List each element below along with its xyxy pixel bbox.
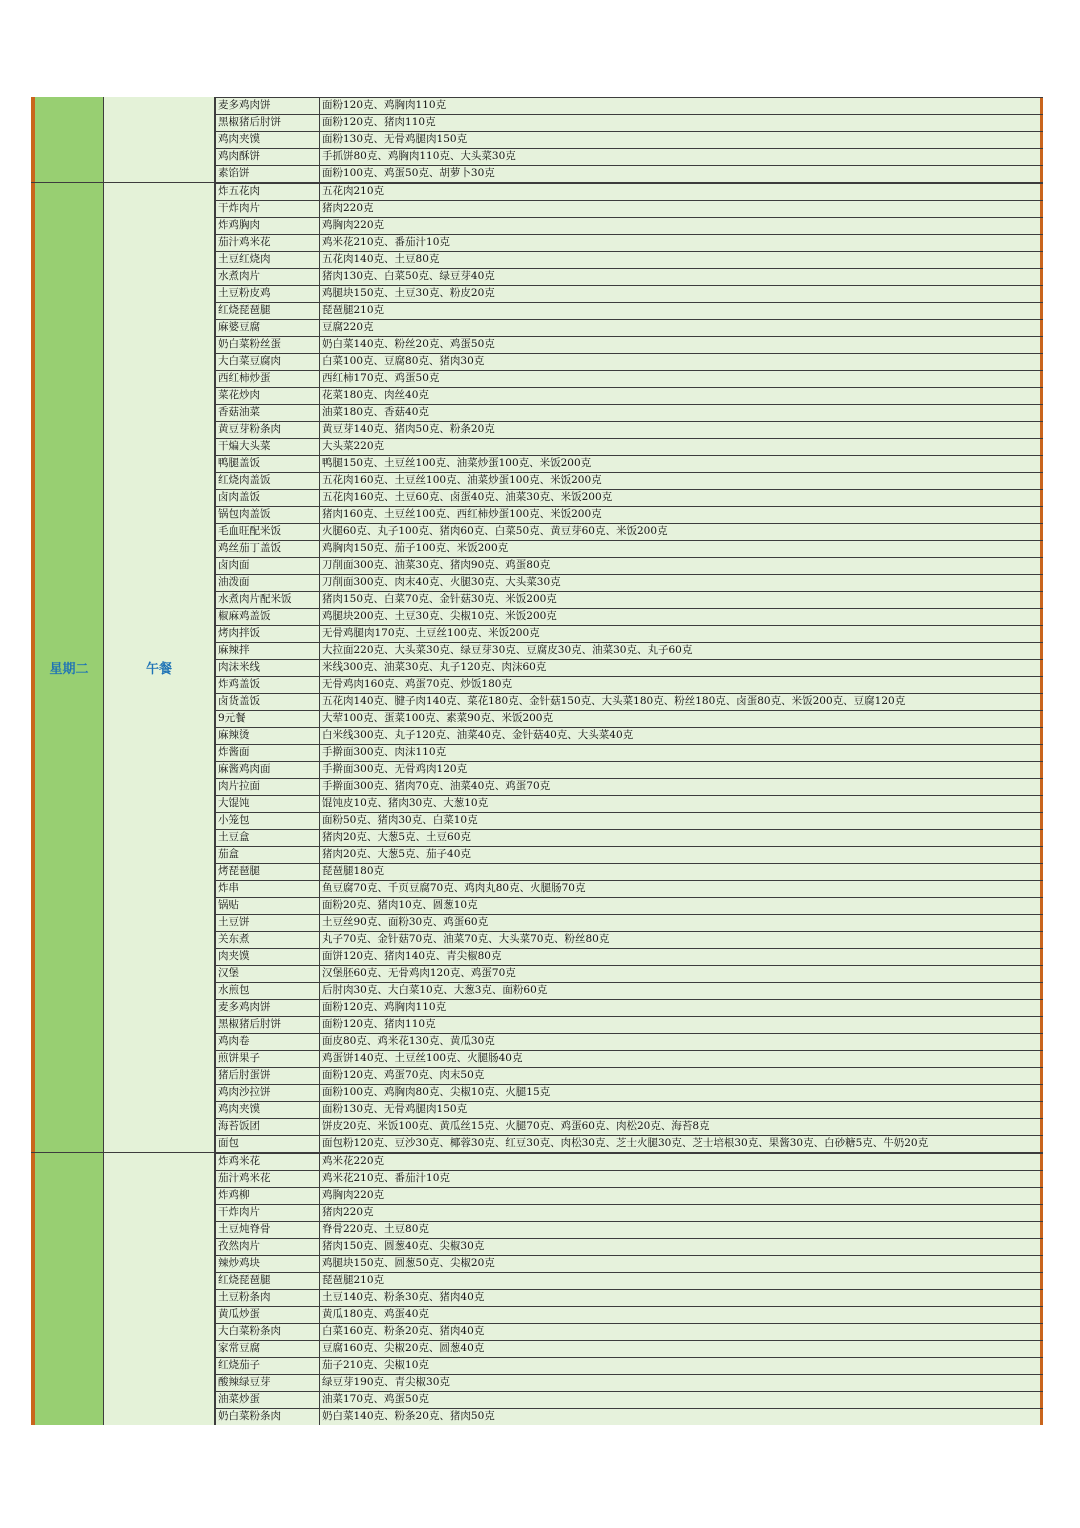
ingredients-cell: 面粉130克、无骨鸡腿肉150克 [320, 1102, 1043, 1118]
table-row [215, 523, 1043, 540]
table-row [215, 1323, 1043, 1340]
table-row [215, 1135, 1043, 1152]
ingredients-cell: 油菜170克、鸡蛋50克 [320, 1392, 1043, 1408]
ingredients-cell: 花菜180克、肉丝40克 [320, 388, 1043, 404]
ingredients-cell: 面皮80克、鸡米花130克、黄瓜30克 [320, 1034, 1043, 1050]
table-row [215, 472, 1043, 489]
table-row [215, 251, 1043, 268]
dish-name-cell: 麻辣拌 [215, 643, 320, 659]
table-row [215, 846, 1043, 863]
table-row [215, 336, 1043, 353]
dish-name-cell: 鸡丝茄丁盖饭 [215, 541, 320, 557]
table-row [215, 387, 1043, 404]
dish-name-cell: 肉片拉面 [215, 779, 320, 795]
table-row [215, 1084, 1043, 1101]
ingredients-cell: 脊骨220克、土豆80克 [320, 1222, 1043, 1238]
dish-name-cell: 炸鸡柳 [215, 1188, 320, 1204]
ingredients-cell: 五花肉140克、腱子肉140克、菜花180克、金针菇150克、大头菜180克、粉丝180克、卤蛋80克、米饭200克、豆腐120克 [320, 694, 1043, 710]
ingredients-cell: 猪肉150克、圆葱40克、尖椒30克 [320, 1239, 1043, 1255]
table-row [215, 1118, 1043, 1135]
ingredients-cell: 面粉100克、鸡胸肉80克、尖椒10克、火腿15克 [320, 1085, 1043, 1101]
table-row [215, 1204, 1043, 1221]
dish-name-cell: 土豆盒 [215, 830, 320, 846]
dish-name-cell: 9元餐 [215, 711, 320, 727]
table-row [215, 200, 1043, 217]
ingredients-cell: 西红柿170克、鸡蛋50克 [320, 371, 1043, 387]
dish-name-cell: 茄汁鸡米花 [215, 235, 320, 251]
dish-name-cell: 油泼面 [215, 575, 320, 591]
table-row [215, 114, 1043, 131]
table-row [215, 795, 1043, 812]
dish-name-cell: 黄豆芽粉条肉 [215, 422, 320, 438]
table-row [215, 914, 1043, 931]
dish-name-cell: 炸五花肉 [215, 184, 320, 200]
dish-name-cell: 炸鸡胸肉 [215, 218, 320, 234]
ingredients-cell: 刀削面300克、油菜30克、猪肉90克、鸡蛋80克 [320, 558, 1043, 574]
ingredients-cell: 鸡米花210克、番茄汁10克 [320, 235, 1043, 251]
table-row [215, 1067, 1043, 1084]
dish-name-cell: 鸡肉夹馍 [215, 1102, 320, 1118]
ingredients-cell: 丸子70克、金针菇70克、油菜70克、大头菜70克、粉丝80克 [320, 932, 1043, 948]
dish-name-cell: 鸭腿盖饭 [215, 456, 320, 472]
table-row [215, 676, 1043, 693]
dish-name-cell: 水煎包 [215, 983, 320, 999]
dish-name-cell: 红烧琵琶腿 [215, 303, 320, 319]
table-row [215, 982, 1043, 999]
dish-rows [215, 97, 1043, 182]
dish-name-cell: 麻辣烫 [215, 728, 320, 744]
ingredients-cell: 猪肉130克、白菜50克、绿豆芽40克 [320, 269, 1043, 285]
dish-name-cell: 红烧琵琶腿 [215, 1273, 320, 1289]
ingredients-cell: 琵琶腿210克 [320, 303, 1043, 319]
table-row [215, 897, 1043, 914]
ingredients-cell: 豆腐160克、尖椒20克、圆葱40克 [320, 1341, 1043, 1357]
day-cell [31, 1153, 104, 1425]
ingredients-cell: 猪肉220克 [320, 1205, 1043, 1221]
dish-name-cell: 鸡肉卷 [215, 1034, 320, 1050]
table-row [215, 744, 1043, 761]
table-row [215, 421, 1043, 438]
table-row [215, 1016, 1043, 1033]
ingredients-cell: 绿豆芽190克、青尖椒30克 [320, 1375, 1043, 1391]
dish-name-cell: 汉堡 [215, 966, 320, 982]
table-row [215, 1408, 1043, 1425]
ingredients-cell: 面粉120克、鸡蛋70克、肉末50克 [320, 1068, 1043, 1084]
dish-name-cell: 烤琵琶腿 [215, 864, 320, 880]
table-row [215, 183, 1043, 200]
dish-name-cell: 炸鸡米花 [215, 1154, 320, 1170]
table-row [215, 506, 1043, 523]
ingredients-cell: 手擀面300克、猪肉70克、油菜40克、鸡蛋70克 [320, 779, 1043, 795]
ingredients-cell: 五花肉140克、土豆80克 [320, 252, 1043, 268]
ingredients-cell: 手擀面300克、无骨鸡肉120克 [320, 762, 1043, 778]
dish-name-cell: 肉沫米线 [215, 660, 320, 676]
ingredients-cell: 面粉120克、鸡胸肉110克 [320, 1000, 1043, 1016]
dish-name-cell: 炸鸡盖饭 [215, 677, 320, 693]
dish-name-cell: 黑椒猪后肘饼 [215, 1017, 320, 1033]
dish-name-cell: 大馄饨 [215, 796, 320, 812]
day-cell: 星期二 [31, 183, 104, 1152]
dish-name-cell: 卤货盖饭 [215, 694, 320, 710]
meal-group [31, 1153, 1043, 1425]
table-row [215, 302, 1043, 319]
dish-name-cell: 卤肉面 [215, 558, 320, 574]
ingredients-cell: 猪肉20克、大葱5克、土豆60克 [320, 830, 1043, 846]
dish-name-cell: 煎饼果子 [215, 1051, 320, 1067]
ingredients-cell: 五花肉160克、土豆60克、卤蛋40克、油菜30克、米饭200克 [320, 490, 1043, 506]
ingredients-cell: 油菜180克、香菇40克 [320, 405, 1043, 421]
ingredients-cell: 鸡米花210克、番茄汁10克 [320, 1171, 1043, 1187]
dish-name-cell: 鸡肉沙拉饼 [215, 1085, 320, 1101]
table-row [215, 455, 1043, 472]
table-row [215, 574, 1043, 591]
dish-name-cell: 土豆红烧肉 [215, 252, 320, 268]
dish-name-cell: 黄瓜炒蛋 [215, 1307, 320, 1323]
ingredients-cell: 鸡胸肉150克、茄子100克、米饭200克 [320, 541, 1043, 557]
ingredients-cell: 鸡腿块200克、土豆30克、尖椒10克、米饭200克 [320, 609, 1043, 625]
ingredients-cell: 土豆丝90克、面粉30克、鸡蛋60克 [320, 915, 1043, 931]
dish-name-cell: 黑椒猪后肘饼 [215, 115, 320, 131]
table-row [215, 1050, 1043, 1067]
ingredients-cell: 琵琶腿210克 [320, 1273, 1043, 1289]
table-row [215, 727, 1043, 744]
table-row [215, 404, 1043, 421]
dish-name-cell: 麻酱鸡肉面 [215, 762, 320, 778]
table-row [215, 1374, 1043, 1391]
ingredients-cell: 面粉120克、猪肉110克 [320, 1017, 1043, 1033]
ingredients-cell: 面粉100克、鸡蛋50克、胡萝卜30克 [320, 166, 1043, 182]
ingredients-cell: 鸡米花220克 [320, 1154, 1043, 1170]
table-row [215, 234, 1043, 251]
table-row [215, 948, 1043, 965]
dish-name-cell: 香菇油菜 [215, 405, 320, 421]
meal-cell [104, 1153, 215, 1425]
ingredients-cell: 面粉120克、猪肉110克 [320, 115, 1043, 131]
dish-name-cell: 奶白菜粉条肉 [215, 1409, 320, 1425]
table-row [215, 1238, 1043, 1255]
table-row [215, 97, 1043, 114]
table-row [215, 778, 1043, 795]
table-row [215, 1153, 1043, 1170]
dish-name-cell: 锅包肉盖饭 [215, 507, 320, 523]
ingredients-cell: 大荤100克、蛋菜100克、素菜90克、米饭200克 [320, 711, 1043, 727]
dish-name-cell: 水煮肉片配米饭 [215, 592, 320, 608]
ingredients-cell: 汉堡胚60克、无骨鸡肉120克、鸡蛋70克 [320, 966, 1043, 982]
table-row [215, 1357, 1043, 1374]
table-row [215, 438, 1043, 455]
meal-group [31, 97, 1043, 183]
dish-name-cell: 西红柿炒蛋 [215, 371, 320, 387]
dish-name-cell: 炸串 [215, 881, 320, 897]
table-row [215, 931, 1043, 948]
table-row [215, 710, 1043, 727]
table-row [215, 285, 1043, 302]
table-row [215, 319, 1043, 336]
dish-name-cell: 猪后肘蛋饼 [215, 1068, 320, 1084]
ingredients-cell: 鸡胸肉220克 [320, 1188, 1043, 1204]
ingredients-cell: 面粉130克、无骨鸡腿肉150克 [320, 132, 1043, 148]
ingredients-cell: 白菜160克、粉条20克、猪肉40克 [320, 1324, 1043, 1340]
table-row [215, 1340, 1043, 1357]
ingredients-cell: 无骨鸡肉160克、鸡蛋70克、炒饭180克 [320, 677, 1043, 693]
ingredients-cell: 大拉面220克、大头菜30克、绿豆芽30克、豆腐皮30克、油菜30克、丸子60克 [320, 643, 1043, 659]
ingredients-cell: 黄豆芽140克、猪肉50克、粉条20克 [320, 422, 1043, 438]
dish-name-cell: 干炸肉片 [215, 1205, 320, 1221]
ingredients-cell: 五花肉210克 [320, 184, 1043, 200]
dish-name-cell: 土豆饼 [215, 915, 320, 931]
dish-name-cell: 土豆粉皮鸡 [215, 286, 320, 302]
ingredients-cell: 米线300克、油菜30克、丸子120克、肉沫60克 [320, 660, 1043, 676]
ingredients-cell: 手抓饼80克、鸡胸肉110克、大头菜30克 [320, 149, 1043, 165]
ingredients-cell: 刀削面300克、肉末40克、火腿30克、大头菜30克 [320, 575, 1043, 591]
table-row [215, 148, 1043, 165]
dish-name-cell: 干煸大头菜 [215, 439, 320, 455]
table-row [215, 370, 1043, 387]
menu-table [31, 97, 1043, 1425]
meal-cell [104, 97, 215, 182]
table-row [215, 557, 1043, 574]
table-row [215, 693, 1043, 710]
table-row [215, 1170, 1043, 1187]
dish-name-cell: 油菜炒蛋 [215, 1392, 320, 1408]
dish-name-cell: 土豆炖脊骨 [215, 1222, 320, 1238]
ingredients-cell: 白菜100克、豆腐80克、猪肉30克 [320, 354, 1043, 370]
table-row [215, 863, 1043, 880]
ingredients-cell: 茄子210克、尖椒10克 [320, 1358, 1043, 1374]
table-row [215, 489, 1043, 506]
dish-name-cell: 素馅饼 [215, 166, 320, 182]
dish-name-cell: 肉夹馍 [215, 949, 320, 965]
ingredients-cell: 奶白菜140克、粉条20克、猪肉50克 [320, 1409, 1043, 1425]
dish-name-cell: 茄汁鸡米花 [215, 1171, 320, 1187]
dish-name-cell: 菜花炒肉 [215, 388, 320, 404]
dish-name-cell: 椒麻鸡盖饭 [215, 609, 320, 625]
dish-name-cell: 奶白菜粉丝蛋 [215, 337, 320, 353]
ingredients-cell: 无骨鸡腿肉170克、土豆丝100克、米饭200克 [320, 626, 1043, 642]
table-row [215, 1391, 1043, 1408]
ingredients-cell: 面粉50克、猪肉30克、白菜10克 [320, 813, 1043, 829]
dish-name-cell: 酸辣绿豆芽 [215, 1375, 320, 1391]
dish-name-cell: 麻婆豆腐 [215, 320, 320, 336]
dish-name-cell: 鸡肉酥饼 [215, 149, 320, 165]
table-row [215, 659, 1043, 676]
table-row [215, 1101, 1043, 1118]
dish-name-cell: 面包 [215, 1136, 320, 1152]
dish-name-cell: 毛血旺配米饭 [215, 524, 320, 540]
ingredients-cell: 鸭腿150克、土豆丝100克、油菜炒蛋100克、米饭200克 [320, 456, 1043, 472]
ingredients-cell: 大头菜220克 [320, 439, 1043, 455]
ingredients-cell: 猪肉160克、土豆丝100克、西红柿炒蛋100克、米饭200克 [320, 507, 1043, 523]
ingredients-cell: 猪肉220克 [320, 201, 1043, 217]
ingredients-cell: 土豆140克、粉条30克、猪肉40克 [320, 1290, 1043, 1306]
ingredients-cell: 鱼豆腐70克、千页豆腐70克、鸡肉丸80克、火腿肠70克 [320, 881, 1043, 897]
dish-name-cell: 海苔饭团 [215, 1119, 320, 1135]
table-row [215, 812, 1043, 829]
ingredients-cell: 豆腐220克 [320, 320, 1043, 336]
dish-name-cell: 锅贴 [215, 898, 320, 914]
table-row [215, 217, 1043, 234]
table-row [215, 131, 1043, 148]
dish-name-cell: 红烧肉盖饭 [215, 473, 320, 489]
dish-name-cell: 小笼包 [215, 813, 320, 829]
dish-name-cell: 大白菜粉条肉 [215, 1324, 320, 1340]
table-row [215, 268, 1043, 285]
ingredients-cell: 猪肉150克、白菜70克、金针菇30克、米饭200克 [320, 592, 1043, 608]
ingredients-cell: 面粉20克、猪肉10克、圆葱10克 [320, 898, 1043, 914]
dish-name-cell: 鸡肉夹馍 [215, 132, 320, 148]
dish-name-cell: 茄盒 [215, 847, 320, 863]
ingredients-cell: 五花肉160克、土豆丝100克、油菜炒蛋100克、米饭200克 [320, 473, 1043, 489]
ingredients-cell: 奶白菜140克、粉丝20克、鸡蛋50克 [320, 337, 1043, 353]
dish-name-cell: 麦多鸡肉饼 [215, 1000, 320, 1016]
table-row [215, 591, 1043, 608]
dish-name-cell: 关东煮 [215, 932, 320, 948]
ingredients-cell: 面包粉120克、豆沙30克、椰蓉30克、红豆30克、肉松30克、芝士火腿30克、芝士培根30克、果酱30克、白砂糖5克、牛奶20克 [320, 1136, 1043, 1152]
table-row [215, 1187, 1043, 1204]
ingredients-cell: 鸡胸肉220克 [320, 218, 1043, 234]
dish-rows [215, 183, 1043, 1152]
table-row [215, 353, 1043, 370]
ingredients-cell: 面粉120克、鸡胸肉110克 [320, 98, 1043, 114]
table-row [215, 965, 1043, 982]
dish-name-cell: 水煮肉片 [215, 269, 320, 285]
table-row [215, 761, 1043, 778]
dish-name-cell: 炸酱面 [215, 745, 320, 761]
dish-name-cell: 卤肉盖饭 [215, 490, 320, 506]
dish-name-cell: 辣炒鸡块 [215, 1256, 320, 1272]
dish-name-cell: 土豆粉条肉 [215, 1290, 320, 1306]
ingredients-cell: 后肘肉30克、大白菜10克、大葱3克、面粉60克 [320, 983, 1043, 999]
table-row [215, 540, 1043, 557]
table-row [215, 999, 1043, 1016]
ingredients-cell: 手擀面300克、肉沫110克 [320, 745, 1043, 761]
table-row [215, 829, 1043, 846]
ingredients-cell: 琵琶腿180克 [320, 864, 1043, 880]
table-row [215, 880, 1043, 897]
ingredients-cell: 猪肉20克、大葱5克、茄子40克 [320, 847, 1043, 863]
table-row [215, 1221, 1043, 1238]
table-row [215, 1272, 1043, 1289]
dish-name-cell: 麦多鸡肉饼 [215, 98, 320, 114]
table-row [215, 625, 1043, 642]
ingredients-cell: 鸡蛋饼140克、土豆丝100克、火腿肠40克 [320, 1051, 1043, 1067]
dish-name-cell: 大白菜豆腐肉 [215, 354, 320, 370]
ingredients-cell: 面饼120克、猪肉140克、青尖椒80克 [320, 949, 1043, 965]
ingredients-cell: 馄饨皮10克、猪肉30克、大葱10克 [320, 796, 1043, 812]
meal-cell: 午餐 [104, 183, 215, 1152]
ingredients-cell: 鸡腿块150克、土豆30克、粉皮20克 [320, 286, 1043, 302]
meal-group [31, 183, 1043, 1153]
table-row [215, 1033, 1043, 1050]
dish-name-cell: 家常豆腐 [215, 1341, 320, 1357]
table-row [215, 1306, 1043, 1323]
day-cell [31, 97, 104, 182]
dish-name-cell: 红烧茄子 [215, 1358, 320, 1374]
ingredients-cell: 白米线300克、丸子120克、油菜40克、金针菇40克、大头菜40克 [320, 728, 1043, 744]
ingredients-cell: 鸡腿块150克、圆葱50克、尖椒20克 [320, 1256, 1043, 1272]
dish-name-cell: 烤肉拌饭 [215, 626, 320, 642]
ingredients-cell: 黄瓜180克、鸡蛋40克 [320, 1307, 1043, 1323]
table-row [215, 608, 1043, 625]
table-row [215, 642, 1043, 659]
dish-name-cell: 孜然肉片 [215, 1239, 320, 1255]
ingredients-cell: 饼皮20克、米饭100克、黄瓜丝15克、火腿70克、鸡蛋60克、肉松20克、海苔8克 [320, 1119, 1043, 1135]
table-row [215, 1255, 1043, 1272]
ingredients-cell: 火腿60克、丸子100克、猪肉60克、白菜50克、黄豆芽60克、米饭200克 [320, 524, 1043, 540]
table-row [215, 1289, 1043, 1306]
dish-rows [215, 1153, 1043, 1425]
table-row [215, 165, 1043, 182]
dish-name-cell: 干炸肉片 [215, 201, 320, 217]
